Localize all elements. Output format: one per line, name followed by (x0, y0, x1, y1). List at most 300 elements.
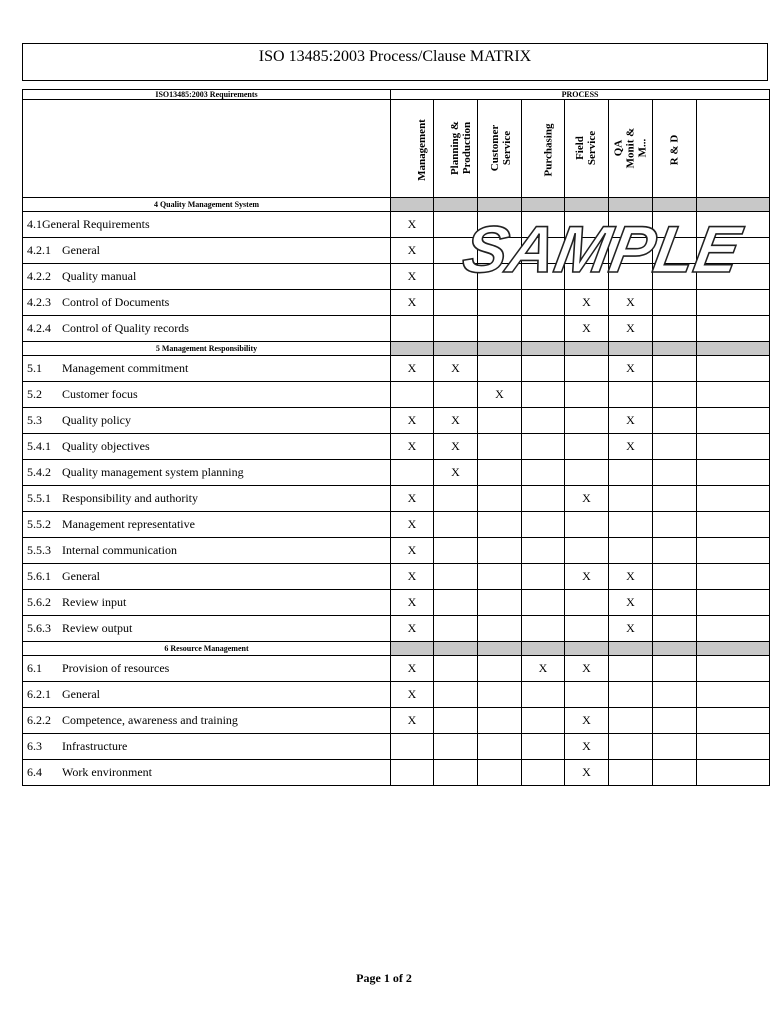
clause-text: General (62, 687, 100, 701)
clause-cell (23, 564, 391, 590)
matrix-mark (391, 460, 434, 486)
matrix-mark: X (609, 616, 653, 642)
matrix-mark: X (609, 356, 653, 382)
matrix-mark: X (565, 656, 609, 682)
process-label: Management (415, 118, 428, 181)
clause-number: 6.4 (27, 765, 42, 779)
matrix-mark (653, 238, 697, 264)
clause-number: 4.2.4 (27, 321, 51, 335)
clause-cell (23, 434, 391, 460)
process-header-7 (697, 100, 770, 198)
matrix-mark (697, 682, 770, 708)
matrix-mark (522, 538, 565, 564)
matrix-mark (697, 212, 770, 238)
matrix-mark (609, 682, 653, 708)
matrix-mark (434, 708, 478, 734)
clause-number: 6.3 (27, 739, 42, 753)
matrix-mark: X (609, 564, 653, 590)
matrix-mark: X (391, 656, 434, 682)
matrix-mark (565, 538, 609, 564)
process-header-1 (434, 100, 478, 198)
matrix-mark (478, 682, 522, 708)
clause-row (23, 656, 770, 682)
clause-text: Quality policy (62, 413, 131, 427)
matrix-mark (522, 708, 565, 734)
clause-cell (23, 486, 391, 512)
clause-text: Control of Documents (62, 295, 170, 309)
matrix-mark (565, 590, 609, 616)
section-shade-cell (391, 198, 434, 212)
clause-row (23, 434, 770, 460)
matrix-mark: X (609, 590, 653, 616)
section-shade-cell (565, 342, 609, 356)
process-header-6 (653, 100, 697, 198)
matrix-mark (609, 656, 653, 682)
process-header-4 (565, 100, 609, 198)
matrix-mark (478, 316, 522, 342)
matrix-mark (653, 656, 697, 682)
matrix-mark (697, 616, 770, 642)
clause-cell (23, 356, 391, 382)
matrix-mark: X (434, 356, 478, 382)
matrix-mark (522, 264, 565, 290)
matrix-mark (478, 734, 522, 760)
matrix-mark (434, 616, 478, 642)
clause-text: Internal communication (62, 543, 177, 557)
matrix-mark (434, 264, 478, 290)
matrix-mark (697, 316, 770, 342)
matrix-mark (478, 760, 522, 786)
matrix-mark (565, 382, 609, 408)
process-header-5 (609, 100, 653, 198)
clause-text: Control of Quality records (62, 321, 189, 335)
matrix-mark (522, 460, 565, 486)
matrix-mark (697, 564, 770, 590)
matrix-mark (478, 656, 522, 682)
matrix-mark: X (565, 316, 609, 342)
clause-row (23, 238, 770, 264)
process-label: Field Service (574, 130, 599, 165)
matrix-mark (522, 408, 565, 434)
matrix-mark (697, 264, 770, 290)
clause-number: 5.4.2 (27, 465, 51, 479)
matrix-mark: X (391, 512, 434, 538)
clause-number: 5.5.3 (27, 543, 51, 557)
process-label: Planning & Production (449, 120, 474, 175)
matrix-mark (653, 408, 697, 434)
matrix-mark (697, 356, 770, 382)
section-row (23, 342, 770, 356)
clause-row (23, 486, 770, 512)
matrix-mark: X (391, 238, 434, 264)
section-title: 4 Quality Management System (23, 198, 391, 212)
clause-text: Quality management system planning (62, 465, 244, 479)
matrix-mark (697, 460, 770, 486)
matrix-mark (434, 682, 478, 708)
clause-row (23, 538, 770, 564)
matrix-mark (653, 486, 697, 512)
clause-number: 5.6.1 (27, 569, 51, 583)
clause-cell (23, 538, 391, 564)
matrix-mark (434, 760, 478, 786)
section-title: 6 Resource Management (23, 642, 391, 656)
section-shade-cell (434, 642, 478, 656)
section-shade-cell (434, 198, 478, 212)
matrix-mark: X (609, 434, 653, 460)
matrix-mark (434, 290, 478, 316)
clause-cell (23, 760, 391, 786)
matrix-mark: X (565, 734, 609, 760)
matrix-mark (478, 238, 522, 264)
matrix-mark (434, 656, 478, 682)
matrix-mark (653, 760, 697, 786)
clause-row (23, 734, 770, 760)
clause-cell (23, 212, 391, 238)
matrix-mark (653, 538, 697, 564)
matrix-mark (565, 434, 609, 460)
matrix-mark (565, 212, 609, 238)
requirements-blank-header (23, 100, 391, 198)
matrix-mark: X (609, 316, 653, 342)
matrix-mark (609, 512, 653, 538)
matrix-mark (478, 264, 522, 290)
clause-text: General Requirements (42, 217, 150, 231)
matrix-mark (565, 238, 609, 264)
section-shade-cell (697, 198, 770, 212)
clause-cell (23, 316, 391, 342)
matrix-mark: X (391, 434, 434, 460)
matrix-mark (697, 760, 770, 786)
matrix-mark (653, 564, 697, 590)
matrix-mark (653, 382, 697, 408)
matrix-mark: X (391, 264, 434, 290)
section-shade-cell (653, 642, 697, 656)
clause-row (23, 212, 770, 238)
process-header-3 (522, 100, 565, 198)
clause-cell (23, 590, 391, 616)
matrix-mark (522, 356, 565, 382)
matrix-mark (478, 564, 522, 590)
matrix-mark (391, 760, 434, 786)
process-label: R & D (668, 134, 681, 165)
matrix-mark (653, 356, 697, 382)
matrix-mark (697, 486, 770, 512)
matrix-mark (391, 734, 434, 760)
clause-number: 5.1 (27, 361, 42, 375)
matrix-mark: X (391, 564, 434, 590)
document-title: ISO 13485:2003 Process/Clause MATRIX (22, 43, 768, 81)
clause-text: Review input (62, 595, 127, 609)
process-label: Customer Service (489, 124, 514, 171)
matrix-mark (434, 734, 478, 760)
clause-text: General (62, 569, 100, 583)
matrix-mark: X (391, 538, 434, 564)
matrix-mark: X (434, 460, 478, 486)
matrix-mark (478, 616, 522, 642)
matrix-mark (522, 238, 565, 264)
clause-text: Responsibility and authority (62, 491, 198, 505)
process-header-2 (478, 100, 522, 198)
section-shade-cell (391, 642, 434, 656)
matrix-mark (653, 512, 697, 538)
section-shade-cell (653, 342, 697, 356)
clause-number: 5.6.2 (27, 595, 51, 609)
matrix-mark (609, 486, 653, 512)
section-shade-cell (478, 642, 522, 656)
section-shade-cell (609, 198, 653, 212)
clause-row (23, 290, 770, 316)
matrix-mark (434, 538, 478, 564)
matrix-mark: X (391, 356, 434, 382)
matrix-mark (522, 682, 565, 708)
matrix-mark (522, 434, 565, 460)
matrix-mark: X (522, 656, 565, 682)
clause-row (23, 408, 770, 434)
matrix-mark (653, 434, 697, 460)
matrix-mark: X (434, 408, 478, 434)
clause-cell (23, 264, 391, 290)
matrix-mark (522, 590, 565, 616)
clause-text: Competence, awareness and training (62, 713, 238, 727)
matrix-mark (478, 538, 522, 564)
matrix-mark (653, 316, 697, 342)
matrix-mark: X (609, 290, 653, 316)
clause-row (23, 682, 770, 708)
matrix-mark (522, 616, 565, 642)
clause-number: 5.4.1 (27, 439, 51, 453)
matrix-mark: X (391, 408, 434, 434)
matrix-mark: X (391, 708, 434, 734)
matrix-mark (653, 290, 697, 316)
matrix-mark (697, 734, 770, 760)
matrix-mark (609, 264, 653, 290)
matrix-mark (565, 512, 609, 538)
matrix-mark (653, 460, 697, 486)
matrix-mark: X (565, 486, 609, 512)
matrix-mark (653, 682, 697, 708)
clause-row (23, 460, 770, 486)
matrix-mark (697, 538, 770, 564)
process-label: Purchasing (542, 123, 555, 176)
clause-number: 6.1 (27, 661, 42, 675)
section-shade-cell (565, 198, 609, 212)
clause-number: 5.5.1 (27, 491, 51, 505)
page-number: Page 1 of 2 (356, 971, 412, 985)
matrix-mark (697, 656, 770, 682)
matrix-mark (565, 682, 609, 708)
matrix-mark (434, 212, 478, 238)
matrix-mark: X (391, 682, 434, 708)
clause-row (23, 264, 770, 290)
clause-row (23, 708, 770, 734)
section-row (23, 198, 770, 212)
clause-number: 5.3 (27, 413, 42, 427)
clause-cell (23, 460, 391, 486)
matrix-mark (697, 590, 770, 616)
clause-number: 4.2.3 (27, 295, 51, 309)
clause-text: Quality manual (62, 269, 137, 283)
clause-cell (23, 382, 391, 408)
clause-text: Customer focus (62, 387, 138, 401)
matrix-mark: X (391, 616, 434, 642)
clause-row (23, 382, 770, 408)
matrix-mark (478, 590, 522, 616)
matrix-mark (522, 486, 565, 512)
matrix-mark (478, 434, 522, 460)
clause-row (23, 316, 770, 342)
clause-text: Quality objectives (62, 439, 150, 453)
section-shade-cell (697, 342, 770, 356)
matrix-mark (522, 564, 565, 590)
matrix-mark (565, 460, 609, 486)
matrix-mark (478, 356, 522, 382)
matrix-mark: X (391, 590, 434, 616)
section-shade-cell (434, 342, 478, 356)
clause-row (23, 616, 770, 642)
matrix-mark (522, 290, 565, 316)
clause-row (23, 356, 770, 382)
matrix-mark: X (391, 290, 434, 316)
clause-number: 6.2.2 (27, 713, 51, 727)
matrix-mark: X (391, 486, 434, 512)
matrix-mark (478, 212, 522, 238)
section-shade-cell (565, 642, 609, 656)
matrix-mark (478, 512, 522, 538)
matrix-mark: X (609, 408, 653, 434)
matrix-mark (565, 356, 609, 382)
matrix-mark (391, 316, 434, 342)
matrix-mark (522, 512, 565, 538)
matrix-mark (609, 708, 653, 734)
process-header-0 (391, 100, 434, 198)
section-shade-cell (522, 198, 565, 212)
matrix-mark (565, 264, 609, 290)
matrix-mark: X (478, 382, 522, 408)
matrix-mark (434, 512, 478, 538)
matrix-mark (434, 238, 478, 264)
clause-number: 4.2.2 (27, 269, 51, 283)
clause-row (23, 564, 770, 590)
matrix-mark (391, 382, 434, 408)
section-title: 5 Management Responsibility (23, 342, 391, 356)
process-label: QA Monit & M... (612, 127, 649, 168)
matrix-mark (609, 538, 653, 564)
matrix-mark (653, 212, 697, 238)
matrix-mark (609, 460, 653, 486)
matrix-mark (653, 734, 697, 760)
matrix-mark (697, 238, 770, 264)
matrix-mark: X (565, 708, 609, 734)
clause-number: 5.5.2 (27, 517, 51, 531)
matrix-mark: X (565, 290, 609, 316)
clause-text: Infrastructure (62, 739, 128, 753)
process-clause-matrix (22, 89, 770, 786)
matrix-mark (478, 486, 522, 512)
matrix-mark (609, 382, 653, 408)
matrix-mark (522, 212, 565, 238)
matrix-mark (697, 408, 770, 434)
matrix-mark (434, 564, 478, 590)
clause-cell (23, 656, 391, 682)
matrix-mark: X (434, 434, 478, 460)
clause-number: 4.1 (27, 217, 42, 231)
clause-row (23, 590, 770, 616)
matrix-mark (697, 708, 770, 734)
matrix-mark (653, 590, 697, 616)
section-shade-cell (391, 342, 434, 356)
clause-row (23, 512, 770, 538)
section-shade-cell (697, 642, 770, 656)
clause-cell (23, 408, 391, 434)
matrix-mark (434, 382, 478, 408)
section-shade-cell (478, 198, 522, 212)
matrix-mark (434, 316, 478, 342)
clause-text: Work environment (62, 765, 153, 779)
clause-number: 6.2.1 (27, 687, 51, 701)
matrix-mark (478, 408, 522, 434)
matrix-mark (609, 238, 653, 264)
section-shade-cell (609, 342, 653, 356)
matrix-mark (522, 760, 565, 786)
matrix-mark (697, 382, 770, 408)
matrix-mark (653, 616, 697, 642)
matrix-mark (522, 382, 565, 408)
section-shade-cell (609, 642, 653, 656)
matrix-mark (609, 734, 653, 760)
matrix-mark (565, 616, 609, 642)
matrix-mark (653, 264, 697, 290)
matrix-mark (434, 486, 478, 512)
section-row (23, 642, 770, 656)
matrix-mark (522, 734, 565, 760)
matrix-mark (697, 290, 770, 316)
process-header: PROCESS (391, 90, 770, 100)
clause-number: 5.6.3 (27, 621, 51, 635)
clause-cell (23, 616, 391, 642)
clause-cell (23, 708, 391, 734)
matrix-mark: X (391, 212, 434, 238)
matrix-mark (478, 290, 522, 316)
clause-cell (23, 734, 391, 760)
matrix-mark (609, 212, 653, 238)
clause-number: 5.2 (27, 387, 42, 401)
matrix-mark (522, 316, 565, 342)
clause-text: General (62, 243, 100, 257)
matrix-mark: X (565, 760, 609, 786)
clause-text: Provision of resources (62, 661, 170, 675)
clause-text: Management representative (62, 517, 195, 531)
clause-cell (23, 238, 391, 264)
section-shade-cell (478, 342, 522, 356)
matrix-mark (478, 708, 522, 734)
matrix-mark: X (565, 564, 609, 590)
matrix-mark (697, 434, 770, 460)
svg-text:SAMPLE: SAMPLE (457, 213, 746, 287)
matrix-mark (565, 408, 609, 434)
clause-cell (23, 682, 391, 708)
matrix-mark (653, 708, 697, 734)
section-shade-cell (653, 198, 697, 212)
clause-text: Review output (62, 621, 133, 635)
matrix-mark (609, 760, 653, 786)
section-shade-cell (522, 342, 565, 356)
clause-cell (23, 512, 391, 538)
clause-number: 4.2.1 (27, 243, 51, 257)
matrix-mark (478, 460, 522, 486)
clause-cell (23, 290, 391, 316)
matrix-mark (697, 512, 770, 538)
section-shade-cell (522, 642, 565, 656)
